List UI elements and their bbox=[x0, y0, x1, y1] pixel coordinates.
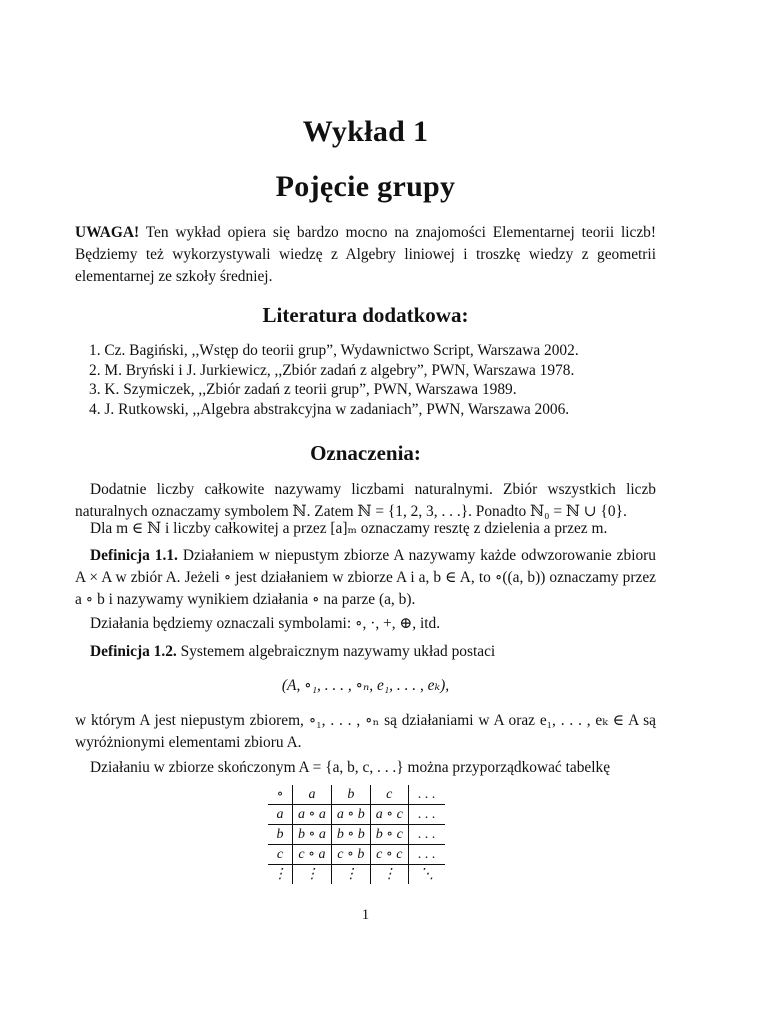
table-cell: c ∘ a bbox=[293, 845, 332, 865]
table-cell: b ∘ b bbox=[331, 825, 370, 845]
table-intro-line: Działaniu w zbiorze skończonym A = {a, b, c, . . .} można przyporządkować tabelkę bbox=[90, 759, 611, 776]
definition-1-2-label: Definicja 1.2. bbox=[90, 643, 177, 660]
definition-1-2 bbox=[75, 641, 656, 663]
table-cell: b bbox=[331, 785, 370, 805]
note-text: Ten wykład opiera się bardzo mocno na znajomości Elementarnej teorii liczb! Będziemy też wykorzystywali wiedzę z Algebry liniowej i troszkę wiedzy z geometrii elementarnej ze szkoły średniej. bbox=[75, 224, 656, 285]
literature-item: 4. J. Rutkowski, ,,Algebra abstrakcyjna w zadaniach”, PWN, Warszawa 2006. bbox=[89, 400, 570, 418]
table-cell: . . . bbox=[408, 805, 445, 825]
table-cell: c bbox=[370, 785, 408, 805]
table-cell: a ∘ b bbox=[331, 805, 370, 825]
note-paragraph bbox=[75, 222, 656, 288]
table-cell: b ∘ c bbox=[370, 825, 408, 845]
literature-item: 1. Cz. Bagiński, ,,Wstęp do teorii grup”, Wydawnictwo Script, Warszawa 2002. bbox=[89, 342, 579, 359]
table-cell: . . . bbox=[408, 825, 445, 845]
table-row bbox=[268, 865, 445, 885]
table-cell: a bbox=[293, 785, 332, 805]
algebraic-system-formula: (A, ∘₁, . . . , ∘ₙ, e₁, . . . , eₖ), bbox=[281, 677, 450, 694]
table-cell: c bbox=[268, 845, 293, 865]
table-cell: b bbox=[268, 825, 293, 845]
table-cell: ⋱ bbox=[408, 865, 445, 885]
table-row bbox=[268, 845, 445, 865]
lecture-subtitle: Pojęcie grupy bbox=[275, 170, 456, 203]
notation-heading: Oznaczenia: bbox=[310, 441, 421, 465]
table-cell: . . . bbox=[408, 785, 445, 805]
definition-1-1-label: Definicja 1.1. bbox=[90, 547, 178, 564]
table-cell: . . . bbox=[408, 845, 445, 865]
operation-table bbox=[268, 785, 445, 884]
notation-paragraph-2: Dla m ∈ ℕ i liczby całkowitej a przez [a]ₘ oznaczamy resztę z dzielenia a przez m. bbox=[90, 520, 608, 537]
literature-item: 3. K. Szymiczek, ,,Zbiór zadań z teorii grup”, PWN, Warszawa 1989. bbox=[89, 381, 517, 398]
table-cell: ⋮ bbox=[293, 865, 332, 885]
notation-paragraph-1: Dodatnie liczby całkowite nazywamy liczbami naturalnymi. Zbiór wszystkich liczb naturalnych oznaczamy symbolem ℕ. Zatem ℕ = {1, 2, 3, . . .}. Ponadto ℕ₀ = ℕ ∪ {0}. bbox=[75, 481, 656, 520]
table-cell: c ∘ b bbox=[331, 845, 370, 865]
definition-1-2-continuation: w którym A jest niepustym zbiorem, ∘₁, . . . , ∘ₙ są działaniami w A oraz e₁, . . . , eₖ ∈ A są wyróżnionymi elementami zbioru A. bbox=[75, 712, 656, 751]
literature-heading: Literatura dodatkowa: bbox=[262, 303, 469, 327]
table-cell: a bbox=[268, 805, 293, 825]
table-row bbox=[268, 825, 445, 845]
literature-list bbox=[89, 341, 579, 419]
lecture-title: Wykład 1 bbox=[302, 115, 429, 148]
table-cell: a ∘ c bbox=[370, 805, 408, 825]
table-cell: ⋮ bbox=[331, 865, 370, 885]
table-row bbox=[268, 805, 445, 825]
definition-1-1 bbox=[75, 545, 656, 611]
definition-1-2-text: Systemem algebraicznym nazywamy układ postaci bbox=[176, 643, 496, 660]
table-cell: ∘ bbox=[268, 785, 293, 805]
table-cell: c ∘ c bbox=[370, 845, 408, 865]
operation-table-header-row bbox=[268, 785, 445, 805]
note-label: UWAGA! bbox=[75, 224, 140, 241]
page-number: 1 bbox=[361, 907, 370, 923]
table-cell: ⋮ bbox=[268, 865, 293, 885]
definition-1-1-text: Działaniem w niepustym zbiorze A nazywamy każde odwzorowanie zbioru A × A w zbiór A. Jeżeli ∘ jest działaniem w zbiorze A i a, b ∈ A, to ∘((a, b)) oznaczamy przez a ∘ b i nazywamy wynikiem działania ∘ na parze (a, b). bbox=[75, 547, 656, 608]
operation-symbols-line: Działania będziemy oznaczali symbolami: ∘, ·, +, ⊕, itd. bbox=[90, 615, 441, 632]
table-cell: a ∘ a bbox=[293, 805, 332, 825]
literature-item: 2. M. Bryński i J. Jurkiewicz, ,,Zbiór zadań z algebry”, PWN, Warszawa 1978. bbox=[89, 361, 575, 379]
table-cell: b ∘ a bbox=[293, 825, 332, 845]
table-cell: ⋮ bbox=[370, 865, 408, 885]
